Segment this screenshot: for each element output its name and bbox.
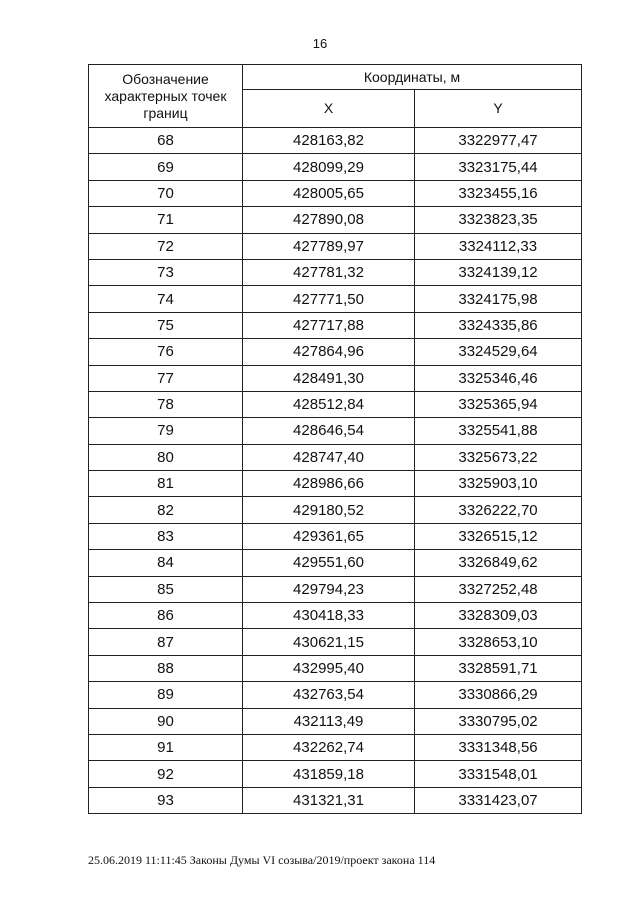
y-coordinate-cell: 3324529,64 <box>415 339 582 365</box>
point-cell: 79 <box>89 418 243 444</box>
table-row <box>89 339 582 365</box>
table-row <box>89 312 582 338</box>
x-coordinate-cell: 430418,33 <box>243 603 415 629</box>
point-cell: 69 <box>89 154 243 180</box>
table-row <box>89 444 582 470</box>
point-cell: 75 <box>89 312 243 338</box>
point-cell: 78 <box>89 391 243 417</box>
y-coordinate-cell: 3325673,22 <box>415 444 582 470</box>
table-row <box>89 708 582 734</box>
table-body <box>89 128 582 814</box>
point-cell: 70 <box>89 180 243 206</box>
point-cell: 93 <box>89 787 243 813</box>
x-coordinate-cell: 427771,50 <box>243 286 415 312</box>
y-coordinate-cell: 3323455,16 <box>415 180 582 206</box>
y-coordinate-cell: 3328591,71 <box>415 655 582 681</box>
point-cell: 76 <box>89 339 243 365</box>
y-coordinate-cell: 3325903,10 <box>415 471 582 497</box>
table-row <box>89 471 582 497</box>
table-row <box>89 550 582 576</box>
x-coordinate-cell: 431321,31 <box>243 787 415 813</box>
point-cell: 86 <box>89 603 243 629</box>
x-coordinate-cell: 428986,66 <box>243 471 415 497</box>
table-row <box>89 603 582 629</box>
point-cell: 74 <box>89 286 243 312</box>
x-coordinate-cell: 432113,49 <box>243 708 415 734</box>
table-row <box>89 180 582 206</box>
point-cell: 87 <box>89 629 243 655</box>
x-coordinate-cell: 428491,30 <box>243 365 415 391</box>
point-cell: 77 <box>89 365 243 391</box>
table-row <box>89 391 582 417</box>
y-column-header: Y <box>415 90 582 128</box>
y-coordinate-cell: 3322977,47 <box>415 128 582 154</box>
table-row <box>89 497 582 523</box>
y-coordinate-cell: 3324112,33 <box>415 233 582 259</box>
document-footer: 25.06.2019 11:11:45 Законы Думы VI созыва/2019/проект закона 114 <box>88 853 436 867</box>
x-coordinate-cell: 427789,97 <box>243 233 415 259</box>
table-row <box>89 629 582 655</box>
y-coordinate-cell: 3323175,44 <box>415 154 582 180</box>
x-coordinate-cell: 431859,18 <box>243 761 415 787</box>
y-coordinate-cell: 3324175,98 <box>415 286 582 312</box>
point-cell: 89 <box>89 682 243 708</box>
y-coordinate-cell: 3331423,07 <box>415 787 582 813</box>
table-row <box>89 128 582 154</box>
point-cell: 71 <box>89 207 243 233</box>
table-row <box>89 734 582 760</box>
y-coordinate-cell: 3330795,02 <box>415 708 582 734</box>
y-coordinate-cell: 3327252,48 <box>415 576 582 602</box>
y-coordinate-cell: 3331348,56 <box>415 734 582 760</box>
x-coordinate-cell: 427717,88 <box>243 312 415 338</box>
x-coordinate-cell: 428512,84 <box>243 391 415 417</box>
x-coordinate-cell: 428646,54 <box>243 418 415 444</box>
table-row <box>89 365 582 391</box>
table-row <box>89 207 582 233</box>
x-coordinate-cell: 428099,29 <box>243 154 415 180</box>
table-row <box>89 761 582 787</box>
table-row <box>89 418 582 444</box>
coordinates-column-header: Координаты, м <box>243 65 582 90</box>
point-cell: 68 <box>89 128 243 154</box>
point-cell: 88 <box>89 655 243 681</box>
point-cell: 83 <box>89 523 243 549</box>
y-coordinate-cell: 3324139,12 <box>415 259 582 285</box>
y-coordinate-cell: 3325541,88 <box>415 418 582 444</box>
y-coordinate-cell: 3328653,10 <box>415 629 582 655</box>
page-number: 16 <box>312 36 328 51</box>
point-cell: 80 <box>89 444 243 470</box>
table-row <box>89 576 582 602</box>
table-row <box>89 286 582 312</box>
table-row <box>89 523 582 549</box>
x-coordinate-cell: 428163,82 <box>243 128 415 154</box>
y-coordinate-cell: 3323823,35 <box>415 207 582 233</box>
point-cell: 84 <box>89 550 243 576</box>
x-coordinate-cell: 429794,23 <box>243 576 415 602</box>
x-coordinate-cell: 429551,60 <box>243 550 415 576</box>
point-cell: 91 <box>89 734 243 760</box>
x-column-header: X <box>243 90 415 128</box>
table-row <box>89 655 582 681</box>
x-coordinate-cell: 430621,15 <box>243 629 415 655</box>
y-coordinate-cell: 3328309,03 <box>415 603 582 629</box>
table-row <box>89 233 582 259</box>
point-cell: 72 <box>89 233 243 259</box>
y-coordinate-cell: 3325365,94 <box>415 391 582 417</box>
x-coordinate-cell: 427890,08 <box>243 207 415 233</box>
point-cell: 90 <box>89 708 243 734</box>
table-header <box>89 65 582 128</box>
table-row <box>89 154 582 180</box>
point-cell: 82 <box>89 497 243 523</box>
y-coordinate-cell: 3326515,12 <box>415 523 582 549</box>
y-coordinate-cell: 3326222,70 <box>415 497 582 523</box>
x-coordinate-cell: 432763,54 <box>243 682 415 708</box>
table-row <box>89 682 582 708</box>
x-coordinate-cell: 427781,32 <box>243 259 415 285</box>
point-cell: 85 <box>89 576 243 602</box>
y-coordinate-cell: 3324335,86 <box>415 312 582 338</box>
point-cell: 73 <box>89 259 243 285</box>
point-cell: 81 <box>89 471 243 497</box>
x-coordinate-cell: 428747,40 <box>243 444 415 470</box>
table-row <box>89 787 582 813</box>
point-cell: 92 <box>89 761 243 787</box>
y-coordinate-cell: 3331548,01 <box>415 761 582 787</box>
x-coordinate-cell: 428005,65 <box>243 180 415 206</box>
points-column-header: Обозначение характерных точек границ <box>89 65 243 128</box>
coordinates-table <box>88 64 582 814</box>
y-coordinate-cell: 3326849,62 <box>415 550 582 576</box>
x-coordinate-cell: 427864,96 <box>243 339 415 365</box>
y-coordinate-cell: 3325346,46 <box>415 365 582 391</box>
x-coordinate-cell: 429180,52 <box>243 497 415 523</box>
y-coordinate-cell: 3330866,29 <box>415 682 582 708</box>
x-coordinate-cell: 432995,40 <box>243 655 415 681</box>
x-coordinate-cell: 432262,74 <box>243 734 415 760</box>
table-row <box>89 259 582 285</box>
x-coordinate-cell: 429361,65 <box>243 523 415 549</box>
